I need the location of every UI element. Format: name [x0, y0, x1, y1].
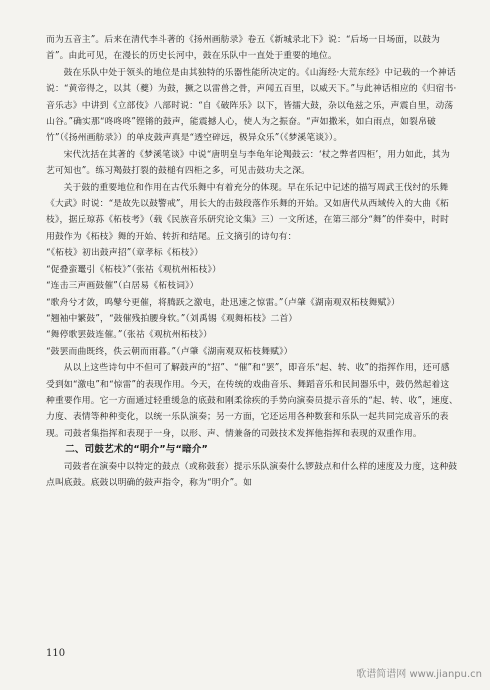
paragraph-drum-function: 从以上这些诗句中不但可了解鼓声的“招”、“催”和“罢”，即音乐“起、转、收”的指挥作用，还可感受到如“激电”和“惊雷”的表现作用。今天，在传统的戏曲音乐、舞蹈音乐和民间器乐中，鼓仍然起着这种重要作用。它一方面通过轻重缓急的底鼓和刚柔徐疾的手势向演奏员提示音乐的“起、转、收”，速度、力度、表情等种种变化，以统一乐队演奏；另一方面，它还运用各种数套和乐队一起共同完成音乐的表现。司鼓者集指挥和表现于一身，以形、声、情兼备的司鼓技术发挥他指挥和表现的双重作用。	[46, 363, 458, 439]
poem-quote: “连击三声画鼓催”（白居易《柘枝词》）	[46, 281, 199, 292]
poem-quote: “歌舟兮才敛，鸣鼕兮更催，将腾跃之激电，赴迅速之惊雷。”（卢肇《湖南观双柘枝舞赋》）	[46, 297, 400, 308]
body-text	[46, 32, 458, 491]
paragraph-section-start: 司鼓者在演奏中以特定的鼓点（或称鼓套）提示乐队演奏什么锣鼓点和什么样的速度及力度，这种鼓点叫底鼓。底鼓以明确的鼓声指令，称为“明介”。如	[46, 461, 458, 488]
paragraph-continued: 而为五音主”。后来在清代李斗著的《扬州画舫录》卷五《新城录北下》说：“后场一日场面，以鼓为首”。由此可见，在漫长的历史长河中，鼓在乐队中一直处于重要的地位。	[46, 35, 441, 62]
poem-quote: “舞停歌罢鼓连催。”（张祜《观杭州柘枝》）	[46, 330, 213, 341]
poem-quote: “《柘枝》初出鼓声招”（章孝标《柘枝》）	[46, 248, 204, 259]
paragraph-shen-kuo: 宋代沈括在其著的《梦溪笔谈》中说“唐明皇与李龟年论羯鼓云：‘杖之弊者四柜’，用力如此，其为艺可知也”。练习羯鼓打裂的鼓槌有四柜之多，可见击鼓功夫之深。	[46, 149, 450, 177]
page-number: 110	[46, 648, 66, 659]
paragraph-drum-role: 鼓在乐队中处于领头的地位是由其独特的乐器性能所决定的。《山海经·大荒东经》中记载的一个神话说：“黄帝得之，以其（夔）为鼓，撅之以雷兽之骨，声闻五百里，以威天下。”与此神话相应的《归宿书·音乐志》中讲到《立部伎》八部时说：“自《破阵乐》以下，皆擂大鼓，杂以龟兹之乐，声震自里，动荡山谷。”确实那“咚咚咚”铿锵的鼓声，能震撼人心，使人为之振奋。“声如撒米，如白雨点，如裂帛破竹”（《扬州画舫录》）的单皮鼓声真是“透空碎远，极异众乐”（《梦溪笔谈》）。	[46, 67, 457, 144]
poem-quote: “鼓罢而曲既终，佚云朝而雨暮。”（卢肇《湖南观双柘枝舞赋》）	[46, 346, 293, 357]
poem-quote: “翘袖中繁鼓”，“鼓催残拍腰身软。”（刘禹锡《观舞柘枝》二首）	[46, 313, 298, 324]
site-watermark: 歌谱简谱网 www.jianpu.cn	[356, 669, 482, 680]
poem-quote: “促叠蛮鼍引《柘枝》”（张祜《观杭州柘枝》）	[46, 264, 222, 275]
section-heading: 二、司鼓艺术的“明介”与“暗介”	[65, 444, 208, 456]
paragraph-ancient-dance: 关于鼓的重要地位和作用在古代乐舞中有着充分的体现。早在乐记中记述的描写周武王伐纣的乐舞《大武》时说：“是故先以鼓警戒”，用长大的击鼓段落作乐舞的开始。又如唐代从西域传入的大曲《柘枝》，据丘琼荪《柘枝考》（载《民族音乐研究论文集》三）一文所述，在第三部分“舞”的伴奏中，时时用鼓作为《柘枝》舞的开始、转折和结尾。丘文摘引的诗句有：	[46, 182, 450, 242]
